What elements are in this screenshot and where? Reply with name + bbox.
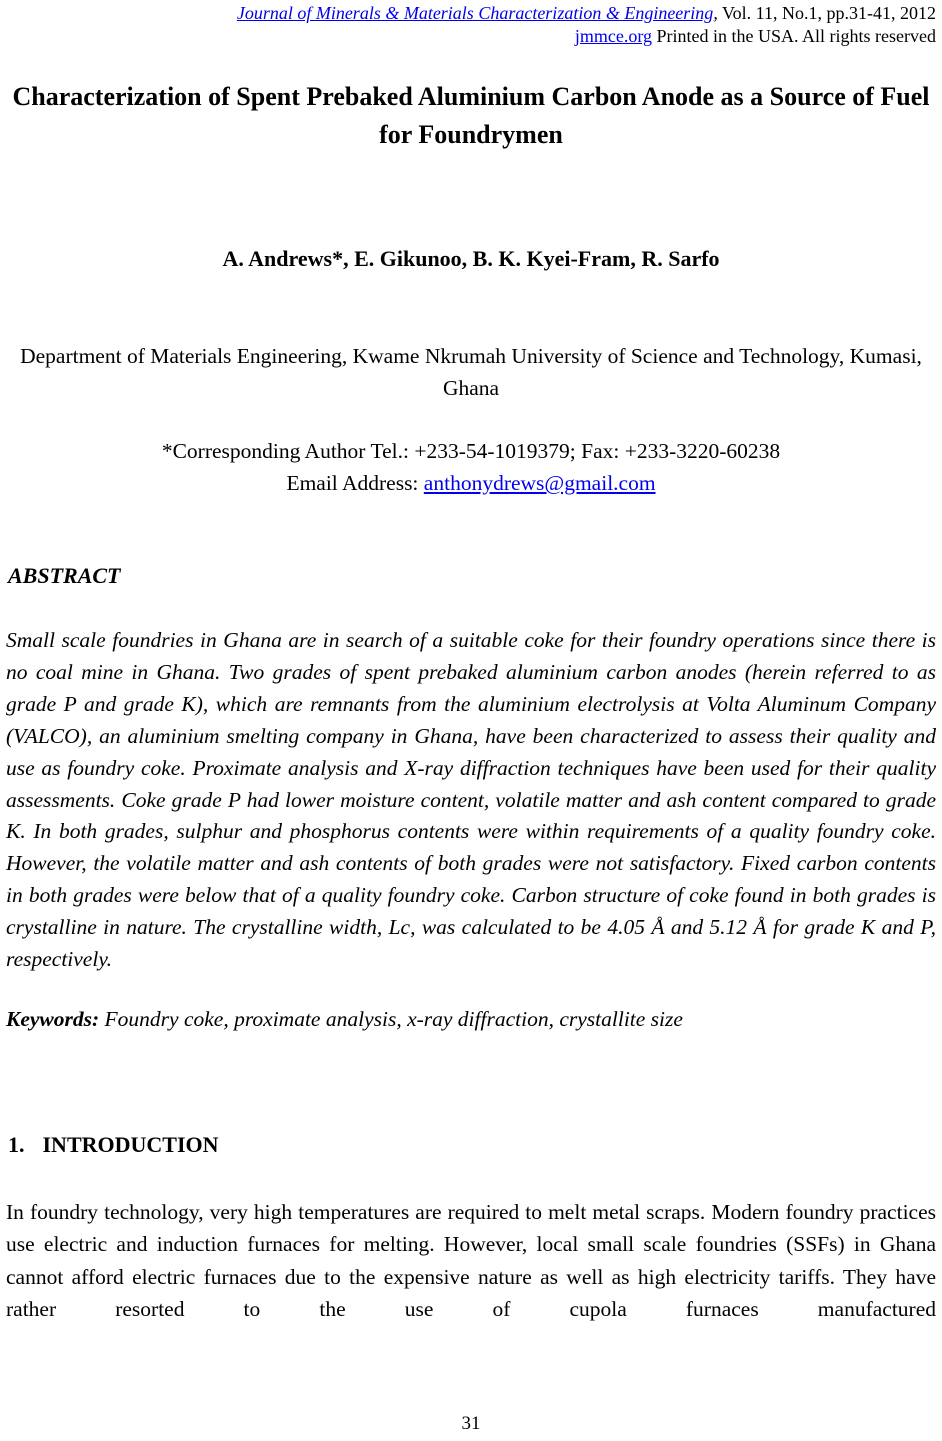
journal-volume-info: , Vol. 11, No.1, pp.31-41, 2012 xyxy=(713,3,936,23)
section-1-title: INTRODUCTION xyxy=(42,1131,219,1157)
email-line xyxy=(6,467,936,499)
abstract-heading: ABSTRACT xyxy=(8,563,121,588)
journal-header-line-1 xyxy=(6,2,936,25)
journal-title-link[interactable]: Journal of Minerals & Materials Characterization & Engineering xyxy=(236,3,714,23)
affiliation-line: Department of Materials Engineering, Kwame Nkrumah University of Science and Technology, Kumasi, Ghana xyxy=(20,344,922,400)
keywords-text: Foundry coke, proximate analysis, x-ray diffraction, crystallite size xyxy=(99,1006,683,1031)
authors-line: A. Andrews*, E. Gikunoo, B. K. Kyei-Fram, R. Sarfo xyxy=(222,246,720,271)
corresponding-tel-fax: *Corresponding Author Tel.: +233-54-1019379; Fax: +233-3220-60238 xyxy=(161,439,781,463)
printed-rights-text: Printed in the USA. All rights reserved xyxy=(652,26,936,46)
abstract-paragraph: Small scale foundries in Ghana are in search of a suitable coke for their foundry operations since there is no coal mine in Ghana. Two grades of spent prebaked aluminium carbon anodes (herein referred to as grade P and grade K), which are remnants from the aluminium electrolysis at Volta Aluminum Company (VALCO), an aluminium smelting company in Ghana, have been characterized to assess their quality and use as foundry coke. Proximate analysis and X-ray diffraction techniques have been used for their quality assessments. Coke grade P had lower moisture content, volatile matter and ash content compared to grade K. In both grades, sulphur and phosphorus contents were within requirements of a quality foundry coke. However, the volatile matter and ash contents of both grades were not satisfactory. Fixed carbon contents in both grades were below that of a quality foundry coke. Carbon structure of coke found in both grades is crystalline in nature. The crystalline width, Lc, was calculated to be 4.05 Å and 5.12 Å for grade K and P, respectively. xyxy=(6,628,936,972)
keywords-line xyxy=(6,1006,936,1032)
introduction-paragraph: In foundry technology, very high temperatures are required to melt metal scraps. Modern foundry practices use electric and induction furnaces for melting. However, local small scale foundries (SSFs) in Ghana cannot afford electric furnaces due to the expensive nature as well as high electricity tariffs. They have rather resorted to the use of cupola furnaces manufactured xyxy=(6,1199,936,1322)
journal-site-link[interactable]: jmmce.org xyxy=(574,26,653,46)
journal-header xyxy=(6,0,936,48)
corresponding-author-block xyxy=(6,435,936,499)
journal-header-line-2 xyxy=(6,25,936,48)
section-1-number: 1. xyxy=(8,1131,25,1157)
email-label: Email Address: xyxy=(286,471,424,495)
email-link[interactable]: anthonydrews@gmail.com xyxy=(423,471,656,495)
page-number: 31 xyxy=(461,1413,481,1434)
section-1-heading xyxy=(6,1132,936,1158)
keywords-label: Keywords: xyxy=(6,1006,100,1031)
paper-title: Characterization of Spent Prebaked Aluminium Carbon Anode as a Source of Fuel for Foundrymen xyxy=(12,82,930,149)
